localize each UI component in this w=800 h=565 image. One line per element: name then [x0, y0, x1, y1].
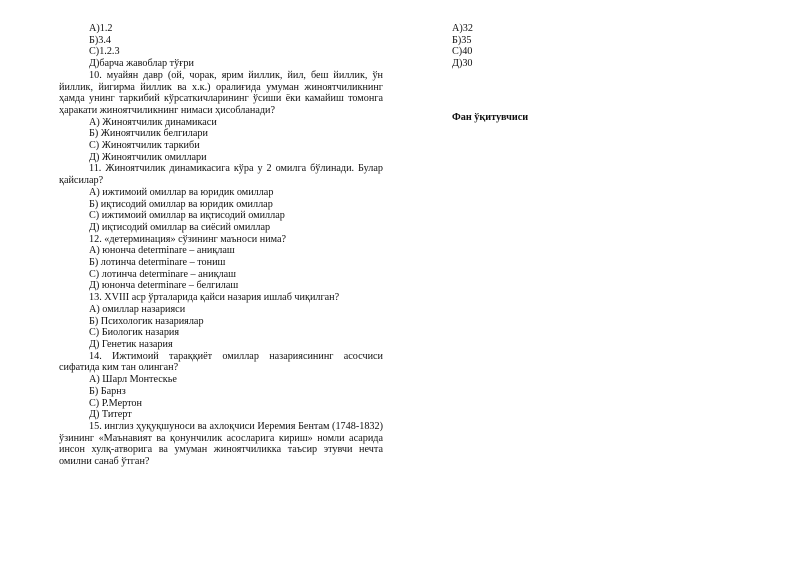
right-column	[452, 23, 542, 70]
left-column	[59, 23, 383, 468]
q11-option-b: Б) иқтисодий омиллар ва юридик омиллар	[89, 198, 273, 210]
q14-option-b: Б) Барнз	[89, 385, 126, 397]
q10-option-b: Б) Жиноятчилик белгилари	[89, 128, 208, 140]
q13-option-c: С) Биологик назария	[89, 327, 180, 339]
q15-option-a: А)32	[452, 23, 473, 34]
question-13: 13. XVIII аср ўрталарида қайси назария ишлаб чиқилган?	[89, 292, 340, 304]
question-15: 15. инглиз ҳуқуқшуноси ва ахлоқчиси Иеремия Бентам (1748-1832) ўзининг «Маънавият ва қонунчилик асосларига кириш» номли асарида инсон хулқ-атворига ва умуман жиноятчиликка таъсир этувчи нечта омилни санаб ўтган?	[59, 420, 383, 468]
q11-option-d: Д) иқтисодий омиллар ва сиёсий омиллар	[89, 221, 271, 233]
q15-option-c: С)40	[452, 46, 473, 58]
q13-option-b: Б) Психологик назариялар	[89, 315, 204, 327]
question-12: 12. «детерминация» сўзининг маъноси нима?	[89, 233, 287, 245]
q12-option-c: С) лотинча determinare – аниқлаш	[89, 268, 236, 280]
q9-option-d: Д)барча жавоблар тўғри	[89, 58, 194, 70]
q14-option-c: С) Р.Мертон	[89, 397, 142, 409]
q15-option-d: Д)30	[452, 58, 473, 70]
q10-option-d: Д) Жиноятчилик омиллари	[89, 151, 207, 163]
question-14: 14. Ижтимоий тараққиёт омиллар назариясининг асосчиси сифатида ким тан олинган?	[59, 350, 383, 374]
q15-option-b: Б)35	[452, 34, 472, 46]
q9-option-b: Б)3.4	[89, 34, 111, 46]
teacher-signature-label: Фан ўқитувчиси	[452, 112, 529, 123]
q13-option-a: А) омиллар назарияси	[89, 303, 186, 315]
question-11: 11. Жиноятчилик динамикасига кўра у 2 омилга бўлинади. Булар қайсилар?	[59, 163, 383, 187]
q12-option-d: Д) юнонча determinare – белгилаш	[89, 280, 239, 292]
q9-option-c: С)1.2.3	[89, 46, 120, 58]
q12-option-a: А) юнонча determinare – аниқлаш	[89, 245, 235, 257]
question-10: 10. муайян давр (ой, чорак, ярим йиллик, йил, беш йиллик, ўн йиллик, йигирма йиллик ва х.к.) оралиғида умуман жиноятчиликнинг ҳамда унинг таркибий кўрсаткичларининг ўсиши ёки камайиш томонга ҳаракати жиноятчиликнинг нимаси ҳисобланади?	[59, 69, 383, 116]
q10-option-a: А) Жиноятчилик динамикаси	[89, 116, 217, 128]
q9-option-a: А)1.2	[89, 23, 113, 34]
q11-option-c: С) ижтимоий омиллар ва иқтисодий омиллар	[89, 210, 285, 222]
q13-option-d: Д) Генетик назария	[89, 338, 173, 350]
q14-option-d: Д) Титерт	[89, 409, 132, 421]
q11-option-a: А) ижтимоий омиллар ва юридик омиллар	[89, 186, 274, 198]
q10-option-c: С) Жиноятчилик таркиби	[89, 140, 200, 152]
q12-option-b: Б) лотинча determinare – тониш	[89, 257, 226, 269]
q14-option-a: А) Шарл Монтескье	[89, 374, 177, 386]
